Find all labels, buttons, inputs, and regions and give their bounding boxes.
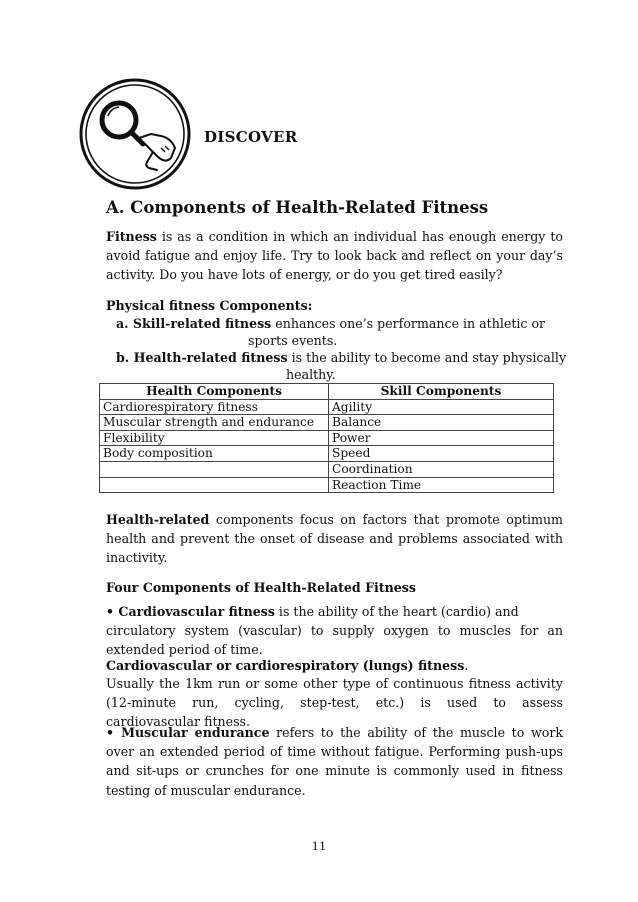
physical-fitness-heading: Physical fitness Components: [106, 298, 313, 313]
health-related-label: b. Health-related fitness [116, 350, 288, 365]
page-number: 11 [311, 839, 327, 853]
cardiorespiratory-line [106, 656, 563, 675]
table-cell: Body composition [100, 446, 329, 462]
table-row [100, 415, 554, 431]
skill-related-item [116, 315, 545, 333]
cardiovascular-line1: is the ability of the heart (cardio) and [274, 604, 519, 619]
fitness-definition-text: is as a condition in which an individual has enough energy to avoid fatigue and enjoy life. Try to look back and reflect on your day’s activity. Do you have lots of energy, or do you get tired easily? [106, 229, 563, 283]
health-related-text: is the ability to become and stay physically [287, 350, 567, 365]
table-cell [100, 477, 329, 493]
table-cell: Balance [329, 415, 554, 431]
table-row [100, 399, 554, 415]
health-related-paragraph-text: components focus on factors that promote optimum health and prevent the onset of disease and problems associated with inactivity. [106, 512, 563, 566]
fitness-term: Fitness [106, 229, 157, 244]
table-row [100, 430, 554, 446]
cardiorespiratory-period: . [464, 658, 469, 673]
table-cell [100, 461, 329, 477]
cardiorespiratory-label: Cardiovascular or cardiorespiratory (lungs) fitness [106, 658, 465, 673]
table-cell: Cardiorespiratory fitness [100, 399, 329, 415]
table-row [100, 477, 554, 493]
table-cell: Coordination [329, 461, 554, 477]
health-related-item [116, 349, 566, 367]
health-related-paragraph [106, 510, 563, 568]
skill-related-continuation: sports events. [248, 333, 338, 348]
cardiovascular-label: • Cardiovascular fitness [106, 604, 275, 619]
table-row [100, 461, 554, 477]
muscular-endurance-label: • Muscular endurance [106, 725, 270, 740]
table-cell: Power [329, 430, 554, 446]
cardio-test-paragraph: Usually the 1km run or some other type of continuous fitness activity (12-minute run, cycling, step-test, etc.) is used to assess cardiovascular fitness. [106, 676, 563, 730]
skill-related-text: enhances one’s performance in athletic or [271, 316, 546, 331]
section-title: A. Components of Health-Related Fitness [106, 198, 489, 217]
cardiovascular-paragraph [106, 602, 563, 660]
table-cell: Muscular strength and endurance [100, 415, 329, 431]
four-components-heading: Four Components of Health-Related Fitness [106, 580, 416, 595]
components-table [99, 383, 554, 493]
table-cell: Flexibility [100, 430, 329, 446]
table-header-row [100, 384, 554, 400]
table-cell: Agility [329, 399, 554, 415]
muscular-endurance-text: refers to the ability of the muscle to work over an extended period of time without fatigue. Performing push-ups and sit-ups or crunches for one minute is commonly used in fitness testing of muscular endurance. [106, 725, 563, 798]
muscular-endurance-paragraph [106, 723, 563, 800]
health-related-term: Health-related [106, 512, 210, 527]
skill-related-label: a. Skill-related fitness [116, 316, 272, 331]
table-cell: Speed [329, 446, 554, 462]
fitness-definition-paragraph [106, 227, 563, 285]
health-related-continuation: healthy. [286, 367, 336, 382]
table-row [100, 446, 554, 462]
section-header-title: DISCOVER [204, 128, 298, 146]
table-cell: Reaction Time [329, 477, 554, 493]
health-components-header: Health Components [100, 384, 329, 400]
skill-components-header: Skill Components [329, 384, 554, 400]
magnifying-glass-icon [79, 78, 191, 190]
cardiovascular-continuation: circulatory system (vascular) to supply oxygen to muscles for an extended period of time. [106, 623, 563, 658]
